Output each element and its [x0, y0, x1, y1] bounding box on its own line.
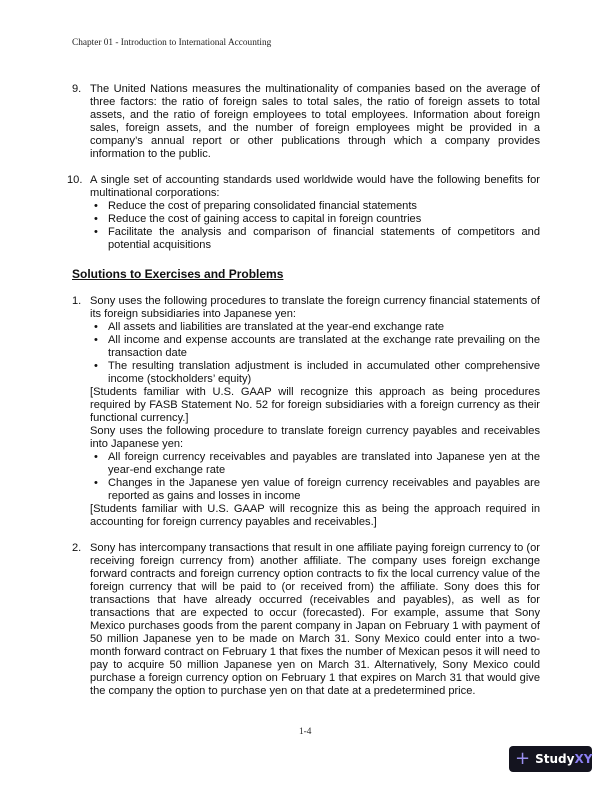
list-item: • All income and expense accounts are translated at the exchange rate prevailing on the transaction date	[94, 334, 540, 359]
bullet-list	[90, 200, 540, 252]
list-item: • All assets and liabilities are translated at the year-end exchange rate	[94, 321, 445, 333]
question-text: The United Nations measures the multinationality of companies based on the average of three factors: the ratio of foreign sales to total sales, the ratio of foreign assets to total assets, and the ratio of foreign employees to total employees. Information about foreign sales, foreign assets, and the number of foreign employees might be provided in a company’s annual report or other publications through which a company provides information to the public.	[90, 83, 540, 160]
solution-text: Sony has intercompany transactions that result in one affiliate paying foreign currency to (or receiving foreign currency from) another affiliate. The company uses foreign exchange forward contracts and foreign currency option contracts to fix the local currency value of the foreign currency that will be paid to (or received from) the affiliate. Sony does this for transactions that have already occurred (receivables and payables), as well as for transactions that are expected to occur (forecasted). For example, assume that Sony Mexico purchases goods from the parent company in Japan on February 1 with payment of 50 million Japanese yen to be made on March 31. Sony Mexico could enter into a two-month forward contract on February 1 that fixes the number of Mexican pesos it will need to pay to acquire 50 million Japanese yen on March 31. Alternatively, Sony Mexico could purchase a foreign currency option on February 1 that expires on March 31 that would give the company the option to purchase yen on that date at a predetermined price.	[90, 542, 540, 697]
bullet-icon: •	[94, 213, 98, 225]
question-10	[67, 174, 540, 252]
brand-main: Study	[535, 752, 575, 766]
solution-2	[72, 542, 540, 698]
solution-note: [Students familiar with U.S. GAAP will recognize this as being the approach required in accounting for foreign currency payables and receivables.]	[90, 503, 540, 528]
bullet-list	[90, 451, 540, 503]
page-header: Chapter 01 - Introduction to International Accounting	[72, 38, 272, 48]
bullet-icon: •	[94, 200, 98, 212]
document-body	[67, 83, 540, 698]
bullet-list	[90, 321, 540, 386]
solution-intro: Sony uses the following procedures to translate the foreign currency financial statements of its foreign subsidiaries into Japanese yen:	[90, 295, 540, 320]
bullet-icon: •	[94, 477, 98, 489]
list-item: • All foreign currency receivables and payables are translated into Japanese yen at the year-end exchange rate	[94, 451, 540, 476]
solution-intro-2: Sony uses the following procedure to translate foreign currency payables and receivables into Japanese yen:	[90, 425, 540, 450]
page-number: 1-4	[299, 727, 312, 737]
list-item: • Reduce the cost of gaining access to capital in foreign countries	[94, 213, 422, 225]
item-number: 1.	[72, 295, 82, 307]
bullet-icon: •	[94, 334, 98, 346]
plus-icon: +	[515, 748, 531, 769]
list-item: • Facilitate the analysis and comparison of financial statements of competitors and potential acquisitions	[94, 226, 540, 251]
item-number: 10.	[67, 174, 83, 186]
solution-note: [Students familiar with U.S. GAAP will recognize this approach as being procedures required by FASB Statement No. 52 for foreign subsidiaries with a foreign currency as their functional currency.]	[90, 386, 540, 424]
studyxy-badge[interactable]	[509, 746, 592, 772]
brand-accent: XY	[574, 752, 593, 766]
list-item: • Reduce the cost of preparing consolidated financial statements	[94, 200, 417, 212]
question-text: A single set of accounting standards used worldwide would have the following benefits for multinational corporations:	[90, 174, 540, 199]
bullet-icon: •	[94, 451, 98, 463]
section-heading: Solutions to Exercises and Problems	[72, 267, 284, 281]
item-number: 2.	[72, 542, 82, 554]
list-item: • Changes in the Japanese yen value of foreign currency receivables and payables are reported as gains and losses in income	[94, 477, 540, 502]
bullet-icon: •	[94, 321, 98, 333]
solution-1	[72, 295, 540, 529]
question-9	[72, 83, 540, 161]
list-item: • The resulting translation adjustment is included in accumulated other comprehensive income (stockholders’ equity)	[94, 360, 540, 385]
bullet-icon: •	[94, 226, 98, 238]
item-number: 9.	[72, 83, 82, 95]
bullet-icon: •	[94, 360, 98, 372]
